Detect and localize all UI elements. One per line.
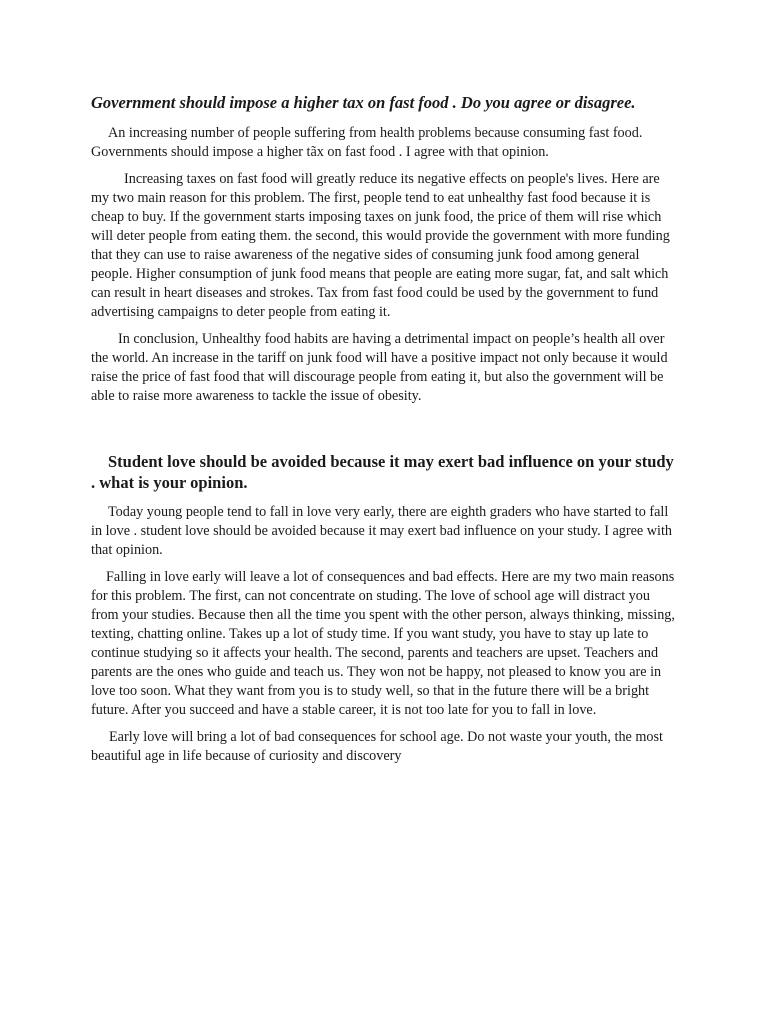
essay-1-paragraph-body: Increasing taxes on fast food will greatly reduce its negative effects on people's lives. Here are my two main reason for this problem. The first, people tend to eat unhealthy fast food because it is cheap to buy. If the government starts imposing taxes on junk food, the price of them will rise which will deter people from eating them. the second, this would provide the government with more funding that they can use to raise awareness of the negative sides of consuming junk food among general people. Higher consumption of junk food means that people are eating more sugar, fat, and salt which can result in heart diseases and strokes. Tax from fast food could be used by the government to fund advertising campaigns to deter people from eating it. xyxy=(91,171,670,320)
essay-2-paragraph-body: Falling in love early will leave a lot of consequences and bad effects. Here are my two main reasons for this problem. The first, can not concentrate on studing. The love of school age will distract you from your studies. Because then all the time you spent with the other person, always thinking, missing, texting, chatting online. Takes up a lot of study time. If you want study, you have to stay up late to continue studying so it affects your health. The second, parents and teachers are upset. Teachers and parents are the ones who guide and teach us. They won not be happy, not pleased to know you are in love too soon. What they want from you is to study well, so that in the future there will be a bright future. After you succeed and have a stable career, it is not too late for you to fall in love. xyxy=(91,569,675,718)
essay-1-title: Government should impose a higher tax on fast food . Do you agree or disagree. xyxy=(91,93,636,112)
essay-2-paragraph-conclusion: Early love will bring a lot of bad consequences for school age. Do not waste your youth, the most beautiful age in life because of curiosity and discovery xyxy=(91,729,663,764)
essay-fast-food-tax xyxy=(91,92,676,406)
essay-2-paragraph-intro: Today young people tend to fall in love very early, there are eighth graders who have started to fall in love . student love should be avoided because it may exert bad influence on your study. I agree with that opinion. xyxy=(91,504,672,558)
essay-1-paragraph-intro: An increasing number of people suffering from health problems because consuming fast food. Governments should impose a higher tãx on fast food . I agree with that opinion. xyxy=(91,125,643,160)
essay-student-love xyxy=(91,451,676,766)
document-page xyxy=(91,92,676,774)
essay-1-paragraph-conclusion: In conclusion, Unhealthy food habits are having a detrimental impact on people’s health all over the world. An increase in the tariff on junk food will have a positive impact not only because it would raise the price of fast food that will discourage people from eating it, but also the government will be able to raise more awareness to tackle the issue of obesity. xyxy=(91,331,668,404)
essay-2-title: Student love should be avoided because it may exert bad influence on your study . what is your opinion. xyxy=(91,452,674,492)
